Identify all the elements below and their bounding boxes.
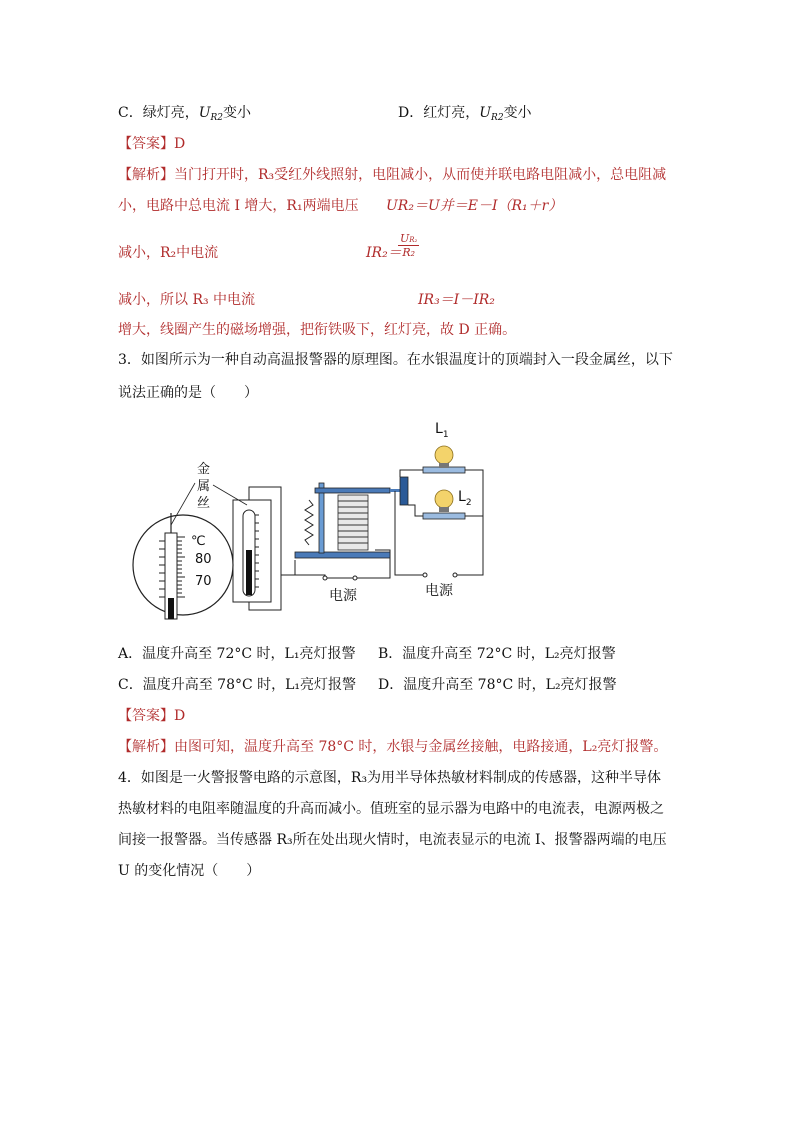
q2-formula-2-fraction: $\frac{\text{UR₂}}{\text{R₂}}$ xyxy=(400,232,418,259)
magnifier-circle xyxy=(133,515,233,615)
q2-option-c: C．绿灯亮，$U_{R2}$变小 xyxy=(118,105,252,123)
label-80: 80 xyxy=(195,552,212,567)
label-power-right: 电源 xyxy=(425,583,453,599)
q2-analysis-line5: 增大，线圈产生的磁场增强，把衔铁吸下，红灯亮，故 D 正确。 xyxy=(118,322,517,338)
wire-right-circuit xyxy=(400,470,423,477)
q2-analysis-line4: 减小，所以 R₃ 中电流 xyxy=(118,292,256,308)
q4-stem-line3: 间接一报警器。当传感器 R₃所在处出现火情时，电流表显示的电流 I、报警器两端的电压 xyxy=(118,832,667,848)
q4-stem-line2: 热敏材料的电阻率随温度的升高而减小。值班室的显示器为电路中的电流表，电源两极之 xyxy=(118,801,664,817)
q2-analysis-line3: 减小，R₂中电流 xyxy=(118,245,219,261)
label-wire-2: 属 xyxy=(197,479,211,494)
relay-post xyxy=(319,483,324,553)
label-wire-1: 金 xyxy=(197,462,211,477)
q2-analysis-line2: 小，电路中总电流 I 增大，R₁两端电压 xyxy=(118,198,359,214)
q3-option-c: C．温度升高至 78°C 时，L₁亮灯报警 xyxy=(118,677,357,693)
q3-analysis: 【解析】由图可知，温度升高至 78°C 时，水银与金属丝接触，电路接通，L₂亮灯报警。 xyxy=(118,739,668,755)
magnified-thermometer xyxy=(159,513,185,619)
q4-stem-line1: 4．如图是一火警报警电路的示意图，R₃为用半导体热敏材料制成的传感器，这种半导体 xyxy=(118,770,662,786)
label-unit: ℃ xyxy=(191,534,206,549)
label-70: 70 xyxy=(195,574,212,589)
q4-stem-line4: U 的变化情况（ ） xyxy=(118,863,261,879)
relay-contact xyxy=(400,477,408,505)
label-power-left: 电源 xyxy=(329,588,357,604)
q3-answer: 【答案】D xyxy=(118,708,186,724)
q3-option-b: B．温度升高至 72°C 时，L₂亮灯报警 xyxy=(378,646,616,662)
lamp-l1 xyxy=(423,446,465,473)
label-l2: $L_2$ xyxy=(458,489,472,508)
wire-thermo-bottom xyxy=(249,575,325,610)
label-wire-3: 丝 xyxy=(197,496,211,511)
q3-option-d: D．温度升高至 78°C 时，L₂亮灯报警 xyxy=(378,677,617,693)
q2-formula-3: IR₃＝I－IR₂ xyxy=(418,292,495,308)
relay-spring xyxy=(305,500,313,545)
q3-stem-line2: 说法正确的是（ ） xyxy=(118,385,258,401)
q3-circuit-figure xyxy=(125,415,505,630)
q3-stem-line1: 3．如图所示为一种自动高温报警器的原理图。在水银温度计的顶端封入一段金属丝，以下 xyxy=(118,352,673,368)
q3-option-a: A．温度升高至 72°C 时，L₁亮灯报警 xyxy=(118,646,356,662)
q2-analysis-line1: 【解析】当门打开时，R₃受红外线照射，电阻减小，从而使并联电路电阻减小，总电阻减 xyxy=(118,167,667,183)
q2-formula-1: UR₂＝U并＝E－I（R₁＋r） xyxy=(386,198,563,214)
q2-answer: 【答案】D xyxy=(118,136,186,152)
q2-option-d: D．红灯亮，$U_{R2}$变小 xyxy=(398,105,532,123)
relay-coil xyxy=(338,495,368,550)
relay-armature xyxy=(315,488,390,493)
label-l1: $L_1$ xyxy=(435,421,449,440)
relay-base xyxy=(295,552,390,558)
q2-formula-2-lhs: IR₂＝ xyxy=(366,245,402,261)
